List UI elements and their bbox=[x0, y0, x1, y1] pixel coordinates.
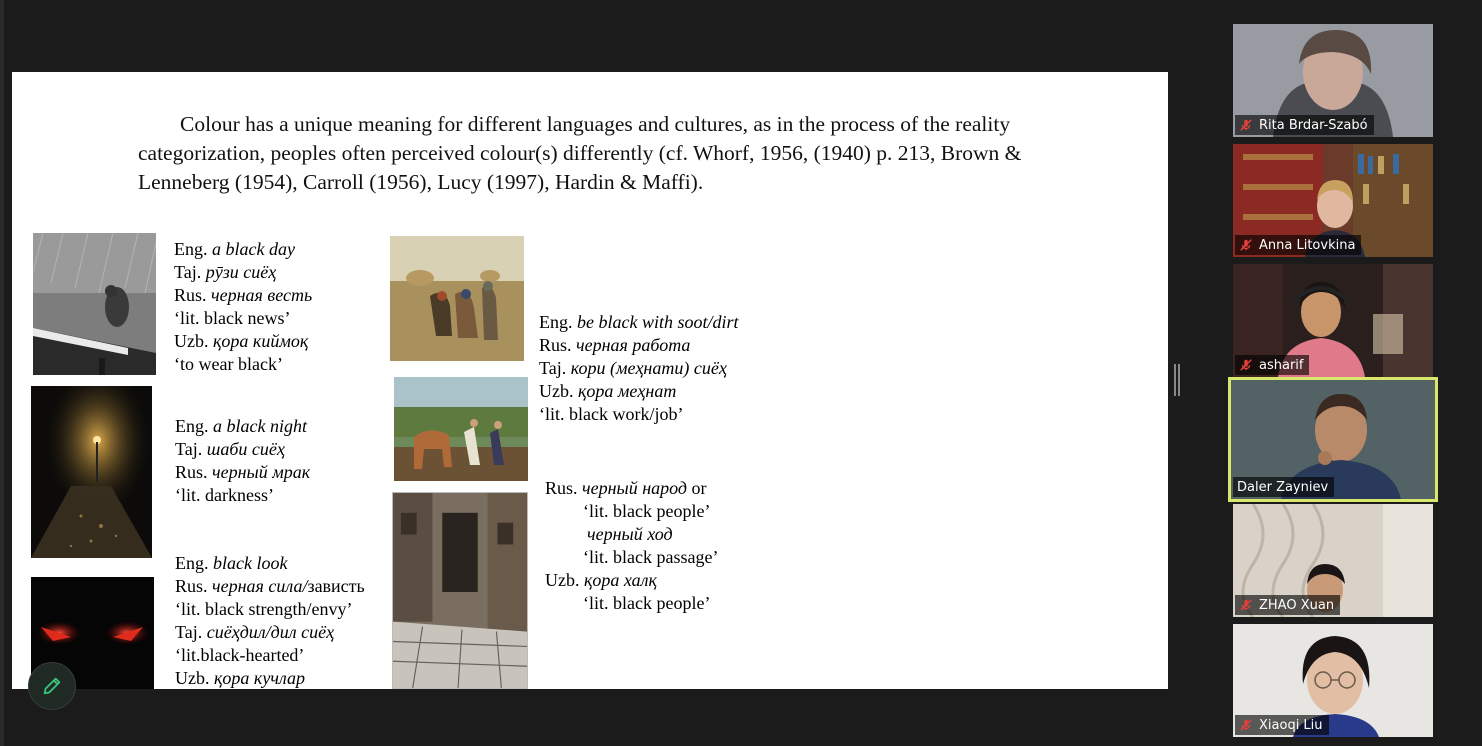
black-people-line-6: ‘lit. black people’ bbox=[583, 593, 711, 613]
black-day-line-3: Rus. черная весть bbox=[174, 285, 313, 305]
window-edge bbox=[0, 0, 4, 746]
black-people-block bbox=[545, 477, 718, 615]
participant-name: Rita Brdar-Szabó bbox=[1259, 117, 1368, 133]
black-look-line-2: Rus. черная сила/зависть bbox=[175, 576, 365, 596]
participant-name: Daler Zayniev bbox=[1237, 479, 1329, 495]
participant-name: ZHAO Xuan bbox=[1259, 597, 1335, 613]
participant-tile-4-active-speaker[interactable] bbox=[1231, 380, 1435, 499]
bird-rain-image bbox=[33, 233, 156, 375]
night-street-image bbox=[31, 386, 152, 558]
black-day-line-1: Eng. a black day bbox=[174, 239, 295, 259]
gleaners-painting-image bbox=[390, 236, 524, 361]
black-look-line-3: ‘lit. black strength/envy’ bbox=[175, 599, 353, 619]
mic-off-icon bbox=[1239, 718, 1253, 732]
black-day-line-6: ‘to wear black’ bbox=[174, 354, 283, 374]
black-work-line-4: Uzb. қора меҳнат bbox=[539, 381, 677, 401]
mic-off-icon bbox=[1239, 238, 1253, 252]
participant-nameplate bbox=[1235, 715, 1329, 735]
black-night-line-2: Taj. шаби сиёҳ bbox=[175, 439, 285, 459]
black-people-line-3: черный ход bbox=[587, 524, 673, 544]
mic-off-icon bbox=[1239, 598, 1253, 612]
resize-handle-icon[interactable] bbox=[1174, 364, 1180, 396]
black-night-line-4: ‘lit. darkness’ bbox=[175, 485, 274, 505]
black-look-line-4: Taj. сиёҳдил/дил сиёҳ bbox=[175, 622, 335, 642]
black-day-line-4: ‘lit. black news’ bbox=[174, 308, 291, 328]
black-look-line-5: ‘lit.black-hearted’ bbox=[175, 645, 305, 665]
participant-tile-3[interactable] bbox=[1233, 264, 1433, 377]
black-day-line-5: Uzb. қора киймоқ bbox=[174, 331, 309, 351]
participant-name: Xiaoqi Liu bbox=[1259, 717, 1323, 733]
participant-name: asharif bbox=[1259, 357, 1304, 373]
shared-slide bbox=[12, 72, 1168, 689]
slide-intro-paragraph bbox=[138, 110, 1058, 197]
participant-nameplate bbox=[1235, 115, 1374, 135]
participant-nameplate bbox=[1233, 477, 1334, 497]
participant-tile-5[interactable] bbox=[1233, 504, 1433, 617]
participant-nameplate bbox=[1235, 355, 1309, 375]
black-night-block bbox=[175, 415, 310, 507]
black-people-line-2: ‘lit. black people’ bbox=[583, 501, 711, 521]
black-work-block bbox=[539, 311, 739, 426]
black-day-block bbox=[174, 238, 312, 376]
black-look-block bbox=[175, 552, 365, 689]
black-work-line-5: ‘lit. black work/job’ bbox=[539, 404, 684, 424]
participant-name: Anna Litovkina bbox=[1259, 237, 1356, 253]
participant-tile-1[interactable] bbox=[1233, 24, 1433, 137]
black-day-line-2: Taj. рӯзи сиёҳ bbox=[174, 262, 277, 282]
black-work-line-2: Rus. черная работа bbox=[539, 335, 691, 355]
black-night-line-3: Rus. черный мрак bbox=[175, 462, 311, 482]
black-night-line-1: Eng. a black night bbox=[175, 416, 307, 436]
black-work-line-3: Taj. кори (меҳнати) сиёҳ bbox=[539, 358, 727, 378]
black-work-line-1: Eng. be black with soot/dirt bbox=[539, 312, 739, 332]
black-look-line-1: Eng. black look bbox=[175, 553, 288, 573]
participant-tile-2[interactable] bbox=[1233, 144, 1433, 257]
black-look-line-6: Uzb. қора кучлар bbox=[175, 668, 305, 688]
slide-intro-text: Colour has a unique meaning for different languages and cultures, as in the process of the reality categorization, peoples often perceived colour(s) differently (cf. Whorf, 1956, (1940) p. 213, Brown & Lenneberg (1954), Carroll (1956), Lucy (1997), Hardin & Maffi). bbox=[138, 112, 1022, 194]
courtyard-image bbox=[392, 492, 528, 689]
ploughing-painting-image bbox=[394, 377, 528, 481]
black-people-line-1: Rus. черный народ or bbox=[545, 478, 707, 498]
participant-nameplate bbox=[1235, 595, 1340, 615]
participant-tile-6[interactable] bbox=[1233, 624, 1433, 737]
black-people-line-5: Uzb. қора халқ bbox=[545, 570, 657, 590]
mic-off-icon bbox=[1239, 118, 1253, 132]
annotate-button[interactable] bbox=[28, 662, 76, 710]
pencil-icon bbox=[41, 675, 63, 697]
mic-off-icon bbox=[1239, 358, 1253, 372]
participant-nameplate bbox=[1235, 235, 1361, 255]
black-people-line-4: ‘lit. black passage’ bbox=[583, 547, 719, 567]
